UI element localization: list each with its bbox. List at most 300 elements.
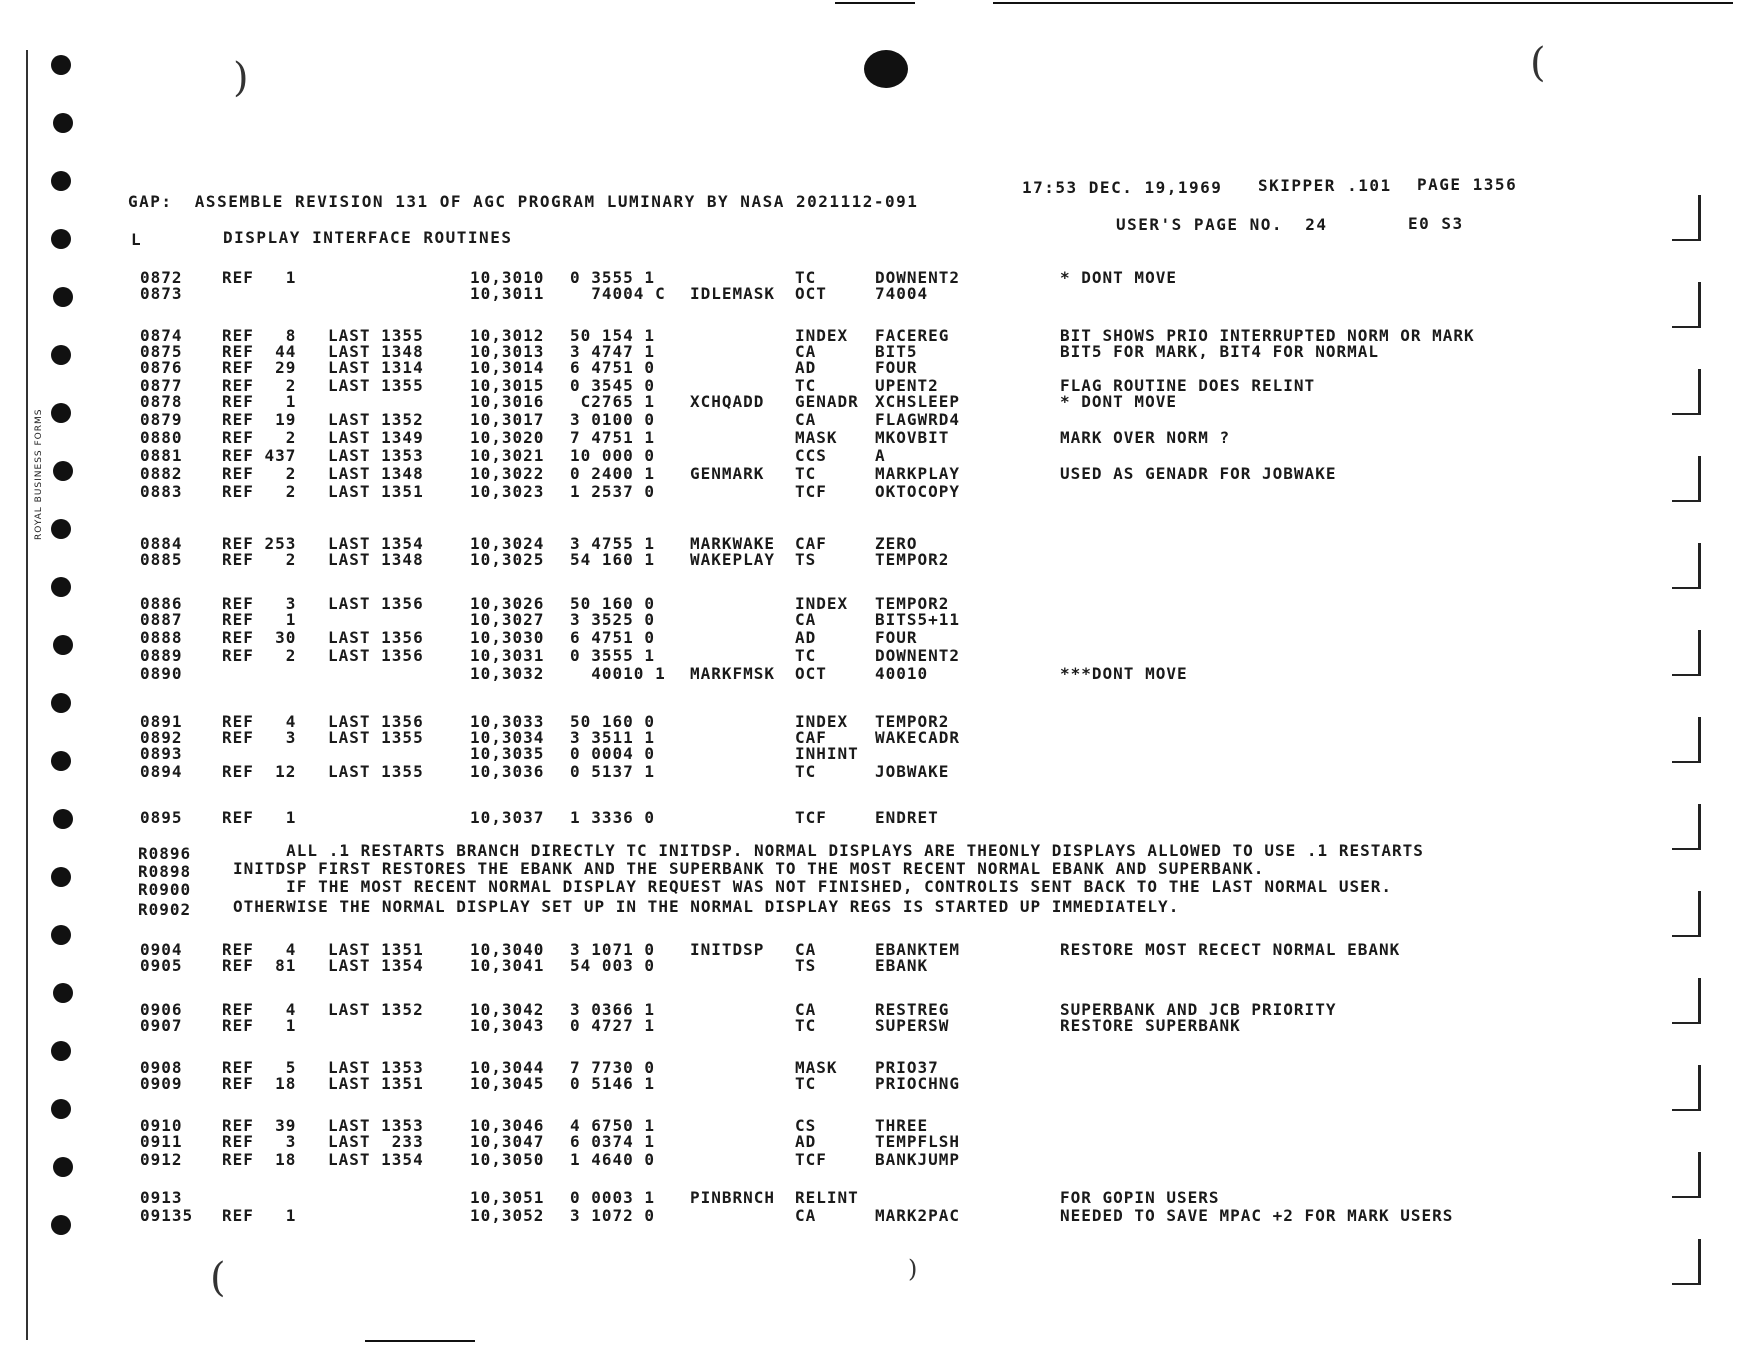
line-code: 10 000 0	[570, 446, 656, 465]
line-no: 0885	[140, 550, 183, 569]
line-code: 3 0366 1	[570, 1000, 656, 1019]
line-no: 0892	[140, 728, 183, 747]
line-no: 0887	[140, 610, 183, 629]
line-code: 0 3555 1	[570, 268, 656, 287]
line-operand: FLAGWRD4	[875, 410, 961, 429]
line-last: LAST 1351	[328, 940, 424, 959]
line-addr: 10,3017	[470, 410, 545, 429]
line-last: LAST 1353	[328, 1116, 424, 1135]
edge-bracket	[1672, 978, 1701, 1024]
line-addr: 10,3037	[470, 808, 545, 827]
top-rule-short	[835, 2, 915, 4]
line-no: 0911	[140, 1132, 183, 1151]
line-last: LAST 1356	[328, 628, 424, 647]
line-ref: REF 39	[222, 1116, 297, 1135]
line-addr: 10,3033	[470, 712, 545, 731]
line-ref: REF 44	[222, 342, 297, 361]
line-code: 54 160 1	[570, 550, 656, 569]
line-last: LAST 1348	[328, 342, 424, 361]
feed-hole	[53, 461, 73, 481]
line-ref: REF 18	[222, 1074, 297, 1093]
feed-hole	[51, 577, 71, 597]
line-ref: REF 1	[222, 610, 297, 629]
line-op: TC	[795, 268, 817, 287]
line-no: 0908	[140, 1058, 183, 1077]
header-eo: E0 S3	[1408, 214, 1464, 233]
line-op: GENADR	[795, 392, 859, 411]
pencil-mark: (	[1530, 40, 1546, 86]
line-label: IDLEMASK	[690, 284, 776, 303]
feed-hole	[51, 171, 71, 191]
line-code: 3 4755 1	[570, 534, 656, 553]
line-op: CA	[795, 1206, 817, 1225]
line-operand: TEMPOR2	[875, 712, 950, 731]
line-no: 0875	[140, 342, 183, 361]
line-op: CAF	[795, 728, 827, 747]
line-last: LAST 1353	[328, 1058, 424, 1077]
line-last: LAST 1351	[328, 482, 424, 501]
line-code: 0 2400 1	[570, 464, 656, 483]
line-no: 0913	[140, 1188, 183, 1207]
line-label: PINBRNCH	[690, 1188, 776, 1207]
line-no: 0904	[140, 940, 183, 959]
line-no: 0909	[140, 1074, 183, 1093]
line-ref: REF 3	[222, 594, 297, 613]
line-no: 0879	[140, 410, 183, 429]
line-no: 0907	[140, 1016, 183, 1035]
line-addr: 10,3020	[470, 428, 545, 447]
remark-text: INITDSP FIRST RESTORES THE EBANK AND THE SUPERBANK TO THE MOST RECENT NORMAL EBANK AND SUPERBANK.	[233, 859, 1265, 878]
line-code: 7 4751 1	[570, 428, 656, 447]
line-addr: 10,3050	[470, 1150, 545, 1169]
line-addr: 10,3030	[470, 628, 545, 647]
remark-number: R0898	[138, 862, 192, 881]
edge-bracket	[1672, 369, 1701, 415]
line-label: WAKEPLAY	[690, 550, 776, 569]
line-op: TC	[795, 464, 817, 483]
line-addr: 10,3022	[470, 464, 545, 483]
line-last: LAST 1355	[328, 728, 424, 747]
line-op: TC	[795, 1016, 817, 1035]
line-addr: 10,3023	[470, 482, 545, 501]
header-title: GAP: ASSEMBLE REVISION 131 OF AGC PROGRAM LUMINARY BY NASA 2021112-091	[128, 192, 919, 211]
line-code: 4 6750 1	[570, 1116, 656, 1135]
line-operand: FACEREG	[875, 326, 950, 345]
edge-bracket	[1672, 717, 1701, 763]
line-op: AD	[795, 1132, 817, 1151]
line-ref: REF 2	[222, 646, 297, 665]
feed-hole	[51, 751, 71, 771]
line-op: RELINT	[795, 1188, 859, 1207]
line-last: LAST 1354	[328, 534, 424, 553]
feed-hole	[51, 693, 71, 713]
line-operand: RESTREG	[875, 1000, 950, 1019]
line-ref: REF 437	[222, 446, 297, 465]
line-operand: OKTOCOPY	[875, 482, 961, 501]
line-ref: REF 2	[222, 376, 297, 395]
remark-text: ALL .1 RESTARTS BRANCH DIRECTLY TC INITDSP. NORMAL DISPLAYS ARE THEONLY DISPLAYS ALLOWED TO USE .1 RESTARTS	[233, 841, 1424, 860]
line-last: LAST 1356	[328, 712, 424, 731]
line-label: GENMARK	[690, 464, 765, 483]
line-operand: EBANKTEM	[875, 940, 961, 959]
line-comment: MARK OVER NORM ?	[1060, 428, 1231, 447]
users-page-number: USER'S PAGE NO. 24	[1116, 215, 1328, 234]
line-no: 0876	[140, 358, 183, 377]
line-label: XCHQADD	[690, 392, 765, 411]
line-op: CAF	[795, 534, 827, 553]
line-label: INITDSP	[690, 940, 765, 959]
remark-text: OTHERWISE THE NORMAL DISPLAY SET UP IN THE NORMAL DISPLAY REGS IS STARTED UP IMMEDIATELY.	[233, 897, 1180, 916]
line-operand: MARKPLAY	[875, 464, 961, 483]
line-ref: REF 1	[222, 268, 297, 287]
line-code: 40010 1	[570, 664, 666, 683]
line-code: 3 1071 0	[570, 940, 656, 959]
feed-hole	[51, 1099, 71, 1119]
edge-bracket	[1672, 282, 1701, 328]
line-no: 0905	[140, 956, 183, 975]
bottom-rule	[365, 1340, 475, 1342]
line-no: 09135	[140, 1206, 194, 1225]
feed-hole	[51, 867, 71, 887]
line-addr: 10,3044	[470, 1058, 545, 1077]
line-code: 3 3511 1	[570, 728, 656, 747]
header-operator: SKIPPER .101	[1258, 176, 1392, 195]
line-code: 0 5146 1	[570, 1074, 656, 1093]
line-addr: 10,3010	[470, 268, 545, 287]
header-timestamp: 17:53 DEC. 19,1969	[1022, 178, 1223, 197]
line-ref: REF 1	[222, 1206, 297, 1225]
line-addr: 10,3040	[470, 940, 545, 959]
line-op: TS	[795, 550, 817, 569]
line-ref: REF 4	[222, 1000, 297, 1019]
line-addr: 10,3025	[470, 550, 545, 569]
line-comment: SUPERBANK AND JCB PRIORITY	[1060, 1000, 1337, 1019]
line-code: 3 3525 0	[570, 610, 656, 629]
line-op: CCS	[795, 446, 827, 465]
line-op: INDEX	[795, 594, 849, 613]
line-code: 0 4727 1	[570, 1016, 656, 1035]
line-op: OCT	[795, 664, 827, 683]
line-op: CA	[795, 610, 817, 629]
line-addr: 10,3021	[470, 446, 545, 465]
feed-hole	[51, 1215, 71, 1235]
line-ref: REF 1	[222, 808, 297, 827]
line-code: 50 154 1	[570, 326, 656, 345]
line-code: 3 4747 1	[570, 342, 656, 361]
line-no: 0906	[140, 1000, 183, 1019]
line-addr: 10,3011	[470, 284, 545, 303]
line-no: 0878	[140, 392, 183, 411]
line-op: TC	[795, 1074, 817, 1093]
line-operand: JOBWAKE	[875, 762, 950, 781]
line-code: 3 0100 0	[570, 410, 656, 429]
line-ref: REF 3	[222, 728, 297, 747]
line-last: LAST 1356	[328, 646, 424, 665]
line-no: 0893	[140, 744, 183, 763]
feed-hole	[53, 113, 73, 133]
remark-number: R0896	[138, 844, 192, 863]
line-operand: FOUR	[875, 628, 918, 647]
line-code: 50 160 0	[570, 594, 656, 613]
line-addr: 10,3026	[470, 594, 545, 613]
line-operand: BIT5	[875, 342, 918, 361]
line-comment: * DONT MOVE	[1060, 268, 1177, 287]
line-no: 0910	[140, 1116, 183, 1135]
section-letter: L	[131, 230, 143, 249]
line-ref: REF 2	[222, 464, 297, 483]
line-operand: MKOVBIT	[875, 428, 950, 447]
edge-bracket	[1672, 1065, 1701, 1111]
line-ref: REF 29	[222, 358, 297, 377]
line-ref: REF 3	[222, 1132, 297, 1151]
line-ref: REF 4	[222, 712, 297, 731]
paper-edge	[26, 50, 28, 1340]
line-last: LAST 1354	[328, 1150, 424, 1169]
line-no: 0886	[140, 594, 183, 613]
edge-bracket	[1672, 1239, 1701, 1285]
line-code: 0 5137 1	[570, 762, 656, 781]
line-last: LAST 1352	[328, 410, 424, 429]
line-operand: ENDRET	[875, 808, 939, 827]
line-addr: 10,3034	[470, 728, 545, 747]
line-operand: 40010	[875, 664, 929, 683]
line-operand: THREE	[875, 1116, 929, 1135]
line-last: LAST 1314	[328, 358, 424, 377]
line-last: LAST 1356	[328, 594, 424, 613]
line-no: 0882	[140, 464, 183, 483]
line-no: 0872	[140, 268, 183, 287]
feed-hole	[53, 287, 73, 307]
line-last: LAST 1353	[328, 446, 424, 465]
line-operand: ZERO	[875, 534, 918, 553]
line-addr: 10,3036	[470, 762, 545, 781]
line-last: LAST 1349	[328, 428, 424, 447]
line-op: CA	[795, 410, 817, 429]
section-title: DISPLAY INTERFACE ROUTINES	[223, 228, 513, 247]
line-ref: REF 2	[222, 428, 297, 447]
line-comment: BIT SHOWS PRIO INTERRUPTED NORM OR MARK	[1060, 326, 1475, 345]
feed-hole	[53, 635, 73, 655]
line-comment: ***DONT MOVE	[1060, 664, 1188, 683]
line-last: LAST 233	[328, 1132, 424, 1151]
line-ref: REF 253	[222, 534, 297, 553]
line-addr: 10,3012	[470, 326, 545, 345]
line-no: 0874	[140, 326, 183, 345]
line-code: 6 4751 0	[570, 628, 656, 647]
edge-bracket	[1672, 630, 1701, 676]
line-no: 0894	[140, 762, 183, 781]
line-code: 3 1072 0	[570, 1206, 656, 1225]
line-comment: * DONT MOVE	[1060, 392, 1177, 411]
line-code: 7 7730 0	[570, 1058, 656, 1077]
line-op: OCT	[795, 284, 827, 303]
line-comment: FLAG ROUTINE DOES RELINT	[1060, 376, 1316, 395]
line-addr: 10,3016	[470, 392, 545, 411]
header-page: PAGE 1356	[1417, 175, 1518, 194]
line-addr: 10,3031	[470, 646, 545, 665]
line-addr: 10,3045	[470, 1074, 545, 1093]
line-code: 0 0004 0	[570, 744, 656, 763]
line-operand: TEMPOR2	[875, 550, 950, 569]
line-ref: REF 19	[222, 410, 297, 429]
line-ref: REF 4	[222, 940, 297, 959]
line-operand: BITS5+11	[875, 610, 961, 629]
line-comment: FOR GOPIN USERS	[1060, 1188, 1220, 1207]
line-ref: REF 81	[222, 956, 297, 975]
line-ref: REF 30	[222, 628, 297, 647]
line-operand: SUPERSW	[875, 1016, 950, 1035]
line-last: LAST 1354	[328, 956, 424, 975]
line-code: 1 3336 0	[570, 808, 656, 827]
line-no: 0873	[140, 284, 183, 303]
line-code: 1 4640 0	[570, 1150, 656, 1169]
edge-bracket	[1672, 891, 1701, 937]
feed-hole	[51, 229, 71, 249]
line-last: LAST 1355	[328, 326, 424, 345]
line-addr: 10,3043	[470, 1016, 545, 1035]
edge-bracket	[1672, 195, 1701, 241]
line-code: 6 4751 0	[570, 358, 656, 377]
line-addr: 10,3047	[470, 1132, 545, 1151]
line-addr: 10,3052	[470, 1206, 545, 1225]
line-code: 1 2537 0	[570, 482, 656, 501]
line-operand: FOUR	[875, 358, 918, 377]
line-operand: MARK2PAC	[875, 1206, 961, 1225]
line-operand: EBANK	[875, 956, 929, 975]
feed-hole	[53, 1157, 73, 1177]
line-op: TC	[795, 762, 817, 781]
line-addr: 10,3041	[470, 956, 545, 975]
top-rule-long	[993, 2, 1733, 4]
feed-hole	[51, 55, 71, 75]
line-no: 0888	[140, 628, 183, 647]
line-op: TCF	[795, 482, 827, 501]
line-no: 0880	[140, 428, 183, 447]
margin-imprint: ROYAL BUSINESS FORMS	[34, 408, 44, 540]
line-code: 0 0003 1	[570, 1188, 656, 1207]
feed-hole	[51, 345, 71, 365]
line-last: LAST 1348	[328, 464, 424, 483]
line-comment: RESTORE SUPERBANK	[1060, 1016, 1241, 1035]
line-last: LAST 1355	[328, 376, 424, 395]
line-op: MASK	[795, 428, 838, 447]
line-operand: A	[875, 446, 886, 465]
line-operand: XCHSLEEP	[875, 392, 961, 411]
edge-bracket	[1672, 1152, 1701, 1198]
line-no: 0881	[140, 446, 183, 465]
line-addr: 10,3051	[470, 1188, 545, 1207]
line-addr: 10,3014	[470, 358, 545, 377]
line-code: 74004 C	[570, 284, 666, 303]
line-last: LAST 1351	[328, 1074, 424, 1093]
line-comment: RESTORE MOST RECECT NORMAL EBANK	[1060, 940, 1401, 959]
feed-hole	[53, 809, 73, 829]
line-addr: 10,3015	[470, 376, 545, 395]
line-op: TC	[795, 376, 817, 395]
line-comment: USED AS GENADR FOR JOBWAKE	[1060, 464, 1337, 483]
line-ref: REF 2	[222, 550, 297, 569]
feed-hole	[53, 983, 73, 1003]
line-code: 0 3555 1	[570, 646, 656, 665]
line-operand: PRIO37	[875, 1058, 939, 1077]
pencil-mark: )	[908, 1255, 918, 1283]
line-op: CA	[795, 1000, 817, 1019]
remark-number: R0902	[138, 900, 192, 919]
line-op: CA	[795, 940, 817, 959]
line-ref: REF 1	[222, 1016, 297, 1035]
line-last: LAST 1348	[328, 550, 424, 569]
line-operand: TEMPOR2	[875, 594, 950, 613]
edge-bracket	[1672, 543, 1701, 589]
line-label: MARKFMSK	[690, 664, 776, 683]
line-ref: REF 1	[222, 392, 297, 411]
line-op: INDEX	[795, 326, 849, 345]
line-op: TC	[795, 646, 817, 665]
line-operand: 74004	[875, 284, 929, 303]
feed-hole	[51, 925, 71, 945]
edge-bracket	[1672, 804, 1701, 850]
line-code: C2765 1	[570, 392, 656, 411]
line-comment: NEEDED TO SAVE MPAC +2 FOR MARK USERS	[1060, 1206, 1454, 1225]
feed-hole	[51, 519, 71, 539]
line-no: 0891	[140, 712, 183, 731]
line-op: AD	[795, 358, 817, 377]
line-no: 0895	[140, 808, 183, 827]
line-op: TS	[795, 956, 817, 975]
line-operand: BANKJUMP	[875, 1150, 961, 1169]
line-label: MARKWAKE	[690, 534, 776, 553]
pencil-mark: )	[233, 55, 249, 101]
edge-bracket	[1672, 456, 1701, 502]
line-op: MASK	[795, 1058, 838, 1077]
line-ref: REF 8	[222, 326, 297, 345]
line-last: LAST 1352	[328, 1000, 424, 1019]
line-addr: 10,3046	[470, 1116, 545, 1135]
line-last: LAST 1355	[328, 762, 424, 781]
line-ref: REF 12	[222, 762, 297, 781]
remark-text: IF THE MOST RECENT NORMAL DISPLAY REQUEST WAS NOT FINISHED, CONTROLIS SENT BACK TO THE LAST NORMAL USER.	[233, 877, 1392, 896]
line-addr: 10,3027	[470, 610, 545, 629]
line-code: 6 0374 1	[570, 1132, 656, 1151]
remark-number: R0900	[138, 880, 192, 899]
line-operand: UPENT2	[875, 376, 939, 395]
line-addr: 10,3024	[470, 534, 545, 553]
line-op: INHINT	[795, 744, 859, 763]
line-operand: WAKECADR	[875, 728, 961, 747]
feed-hole	[51, 1041, 71, 1061]
line-addr: 10,3042	[470, 1000, 545, 1019]
line-code: 0 3545 0	[570, 376, 656, 395]
line-operand: PRIOCHNG	[875, 1074, 961, 1093]
line-ref: REF 5	[222, 1058, 297, 1077]
feed-hole	[51, 403, 71, 423]
punch-blob	[864, 50, 908, 88]
line-code: 54 003 0	[570, 956, 656, 975]
line-ref: REF 2	[222, 482, 297, 501]
pencil-mark: (	[210, 1255, 226, 1301]
line-ref: REF 18	[222, 1150, 297, 1169]
line-op: AD	[795, 628, 817, 647]
line-no: 0912	[140, 1150, 183, 1169]
line-operand: TEMPFLSH	[875, 1132, 961, 1151]
line-op: CS	[795, 1116, 817, 1135]
line-comment: BIT5 FOR MARK, BIT4 FOR NORMAL	[1060, 342, 1379, 361]
line-no: 0884	[140, 534, 183, 553]
line-no: 0877	[140, 376, 183, 395]
line-op: TCF	[795, 808, 827, 827]
line-op: CA	[795, 342, 817, 361]
line-operand: DOWNENT2	[875, 268, 961, 287]
